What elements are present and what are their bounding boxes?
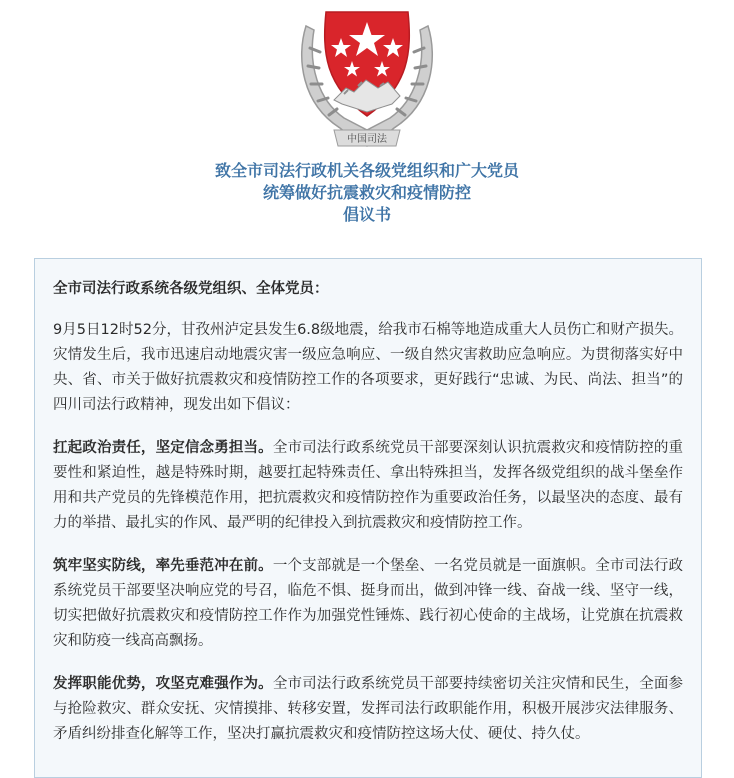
initiative-lead-1: 扛起政治责任，坚定信念勇担当。 <box>53 440 273 456</box>
title-line-1: 致全市司法行政机关各级党组织和广大党员 <box>214 161 519 180</box>
salutation: 全市司法行政系统各级党组织、全体党员： <box>53 281 329 297</box>
title-line-3: 倡议书 <box>342 205 391 224</box>
initiative-paragraph-1 <box>53 436 683 536</box>
initiative-lead-3: 发挥职能优势，攻坚克难强作为。 <box>53 676 273 692</box>
initiative-text-2: 一个支部就是一个堡垒、一名党员就是一面旗帜。全市司法行政系统党员干部要坚决响应党的号召，临危不惧、挺身而出，做到冲锋一线、奋战一线、坚守一线，切实把做好抗震救灾和疫情防控工作作为加强党性锤炼、践行初心使命的主战场，让党旗在抗震救灾和防疫一线高高飘扬。 <box>53 558 684 649</box>
initiative-paragraph-3 <box>53 672 683 747</box>
initiative-text-3: 全市司法行政系统党员干部要持续密切关注灾情和民生，全面参与抢险救灾、群众安抚、灾情摸排、转移安置，发挥司法行政职能作用，积极开展涉灾法律服务、矛盾纠纷排查化解等工作，坚决打赢抗震救灾和疫情防控这场大仗、硬仗、持久仗。 <box>53 676 684 742</box>
justice-emblem <box>296 8 438 156</box>
justice-emblem-icon <box>296 8 438 156</box>
emblem-text: 中国司法 <box>347 134 387 145</box>
initiative-lead-2: 筑牢坚实防线，率先垂范冲在前。 <box>53 558 273 574</box>
title-line-2: 统筹做好抗震救灾和疫情防控 <box>262 183 471 202</box>
document-title <box>0 160 734 226</box>
intro-paragraph: 9月5日12时52分，甘孜州泸定县发生6.8级地震，给我市石棉等地造成重大人员伤亡和财产损失。灾情发生后，我市迅速启动地震灾害一级应急响应、一级自然灾害救助应急响应。为贯彻落实好中央、省、市关于做好抗震救灾和疫情防控工作的各项要求，更好践行“忠诚、为民、尚法、担当”的四川司法行政精神，现发出如下倡议： <box>53 322 683 413</box>
letter-card <box>34 258 702 778</box>
initiative-text-1: 全市司法行政系统党员干部要深刻认识抗震救灾和疫情防控的重要性和紧迫性，越是特殊时期，越要扛起特殊责任、拿出特殊担当，发挥各级党组织的战斗堡垒作用和共产党员的先锋模范作用，把抗震救灾和疫情防控作为重要政治任务，以最坚决的态度、最有力的举措、最扎实的作风、最严明的纪律投入到抗震救灾和疫情防控工作。 <box>53 440 684 531</box>
initiative-paragraph-2 <box>53 554 683 654</box>
